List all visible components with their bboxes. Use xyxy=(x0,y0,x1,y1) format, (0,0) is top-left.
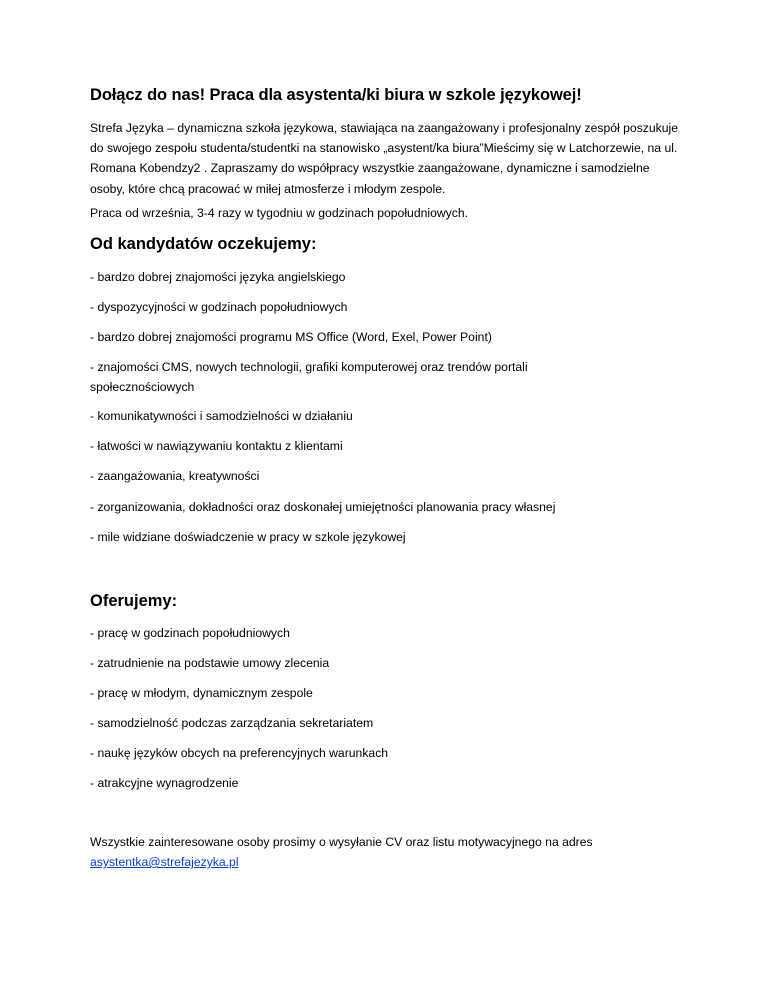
requirements-heading: Od kandydatów oczekujemy: xyxy=(90,235,317,253)
list-item: - łatwości w nawiązywaniu kontaktu z klientami xyxy=(90,439,343,453)
schedule-paragraph: Praca od września, 3-4 razy w tygodniu w godzinach popołudniowych. xyxy=(90,206,469,220)
list-item: - naukę języków obcych na preferencyjnych warunkach xyxy=(90,746,389,760)
page-title: Dołącz do nas! Praca dla asystenta/ki biura w szkole językowej! xyxy=(90,86,582,104)
list-item: - pracę w godzinach popołudniowych xyxy=(90,626,290,640)
list-item: - zorganizowania, dokładności oraz doskonałej umiejętności planowania pracy własnej xyxy=(90,500,556,514)
list-item: - znajomości CMS, nowych technologii, grafiki komputerowej oraz trendów portali społecznościowych xyxy=(90,360,528,394)
list-item: - mile widziane doświadczenie w pracy w szkole językowej xyxy=(90,530,406,544)
list-item: - zaangażowania, kreatywności xyxy=(90,469,260,483)
list-item: - pracę w młodym, dynamicznym zespole xyxy=(90,686,313,700)
offer-heading: Oferujemy: xyxy=(90,592,178,610)
list-item: - atrakcyjne wynagrodzenie xyxy=(90,776,239,790)
contact-text: Wszystkie zainteresowane osoby prosimy o wysyłanie CV oraz listu motywacyjnego na adres xyxy=(90,835,593,849)
list-item: - dyspozycyjności w godzinach popołudniowych xyxy=(90,300,348,314)
contact-email-line xyxy=(90,852,239,872)
list-item: - bardzo dobrej znajomości języka angielskiego xyxy=(90,270,346,284)
list-item: - zatrudnienie na podstawie umowy zlecenia xyxy=(90,656,330,670)
contact-email-link[interactable]: asystentka@strefajezyka.pl xyxy=(90,855,239,869)
list-item: - bardzo dobrej znajomości programu MS Office (Word, Exel, Power Point) xyxy=(90,330,492,344)
list-item: - samodzielność podczas zarządzania sekretariatem xyxy=(90,716,374,730)
list-item: - komunikatywności i samodzielności w działaniu xyxy=(90,409,353,423)
intro-paragraph: Strefa Języka – dynamiczna szkoła językowa, stawiająca na zaangażowany i profesjonalny zespół poszukuje do swojego zespołu studenta/studentki na stanowisko „asystent/ka biura”Mieścimy się w Latchorzewie, na ul. Romana Kobendzy2 . Zapraszamy do współpracy wszystkie zaangażowane, dynamiczne i samodzielne osoby, które chcą pracować w miłej atmosferze i młodym zespole. xyxy=(90,121,679,196)
